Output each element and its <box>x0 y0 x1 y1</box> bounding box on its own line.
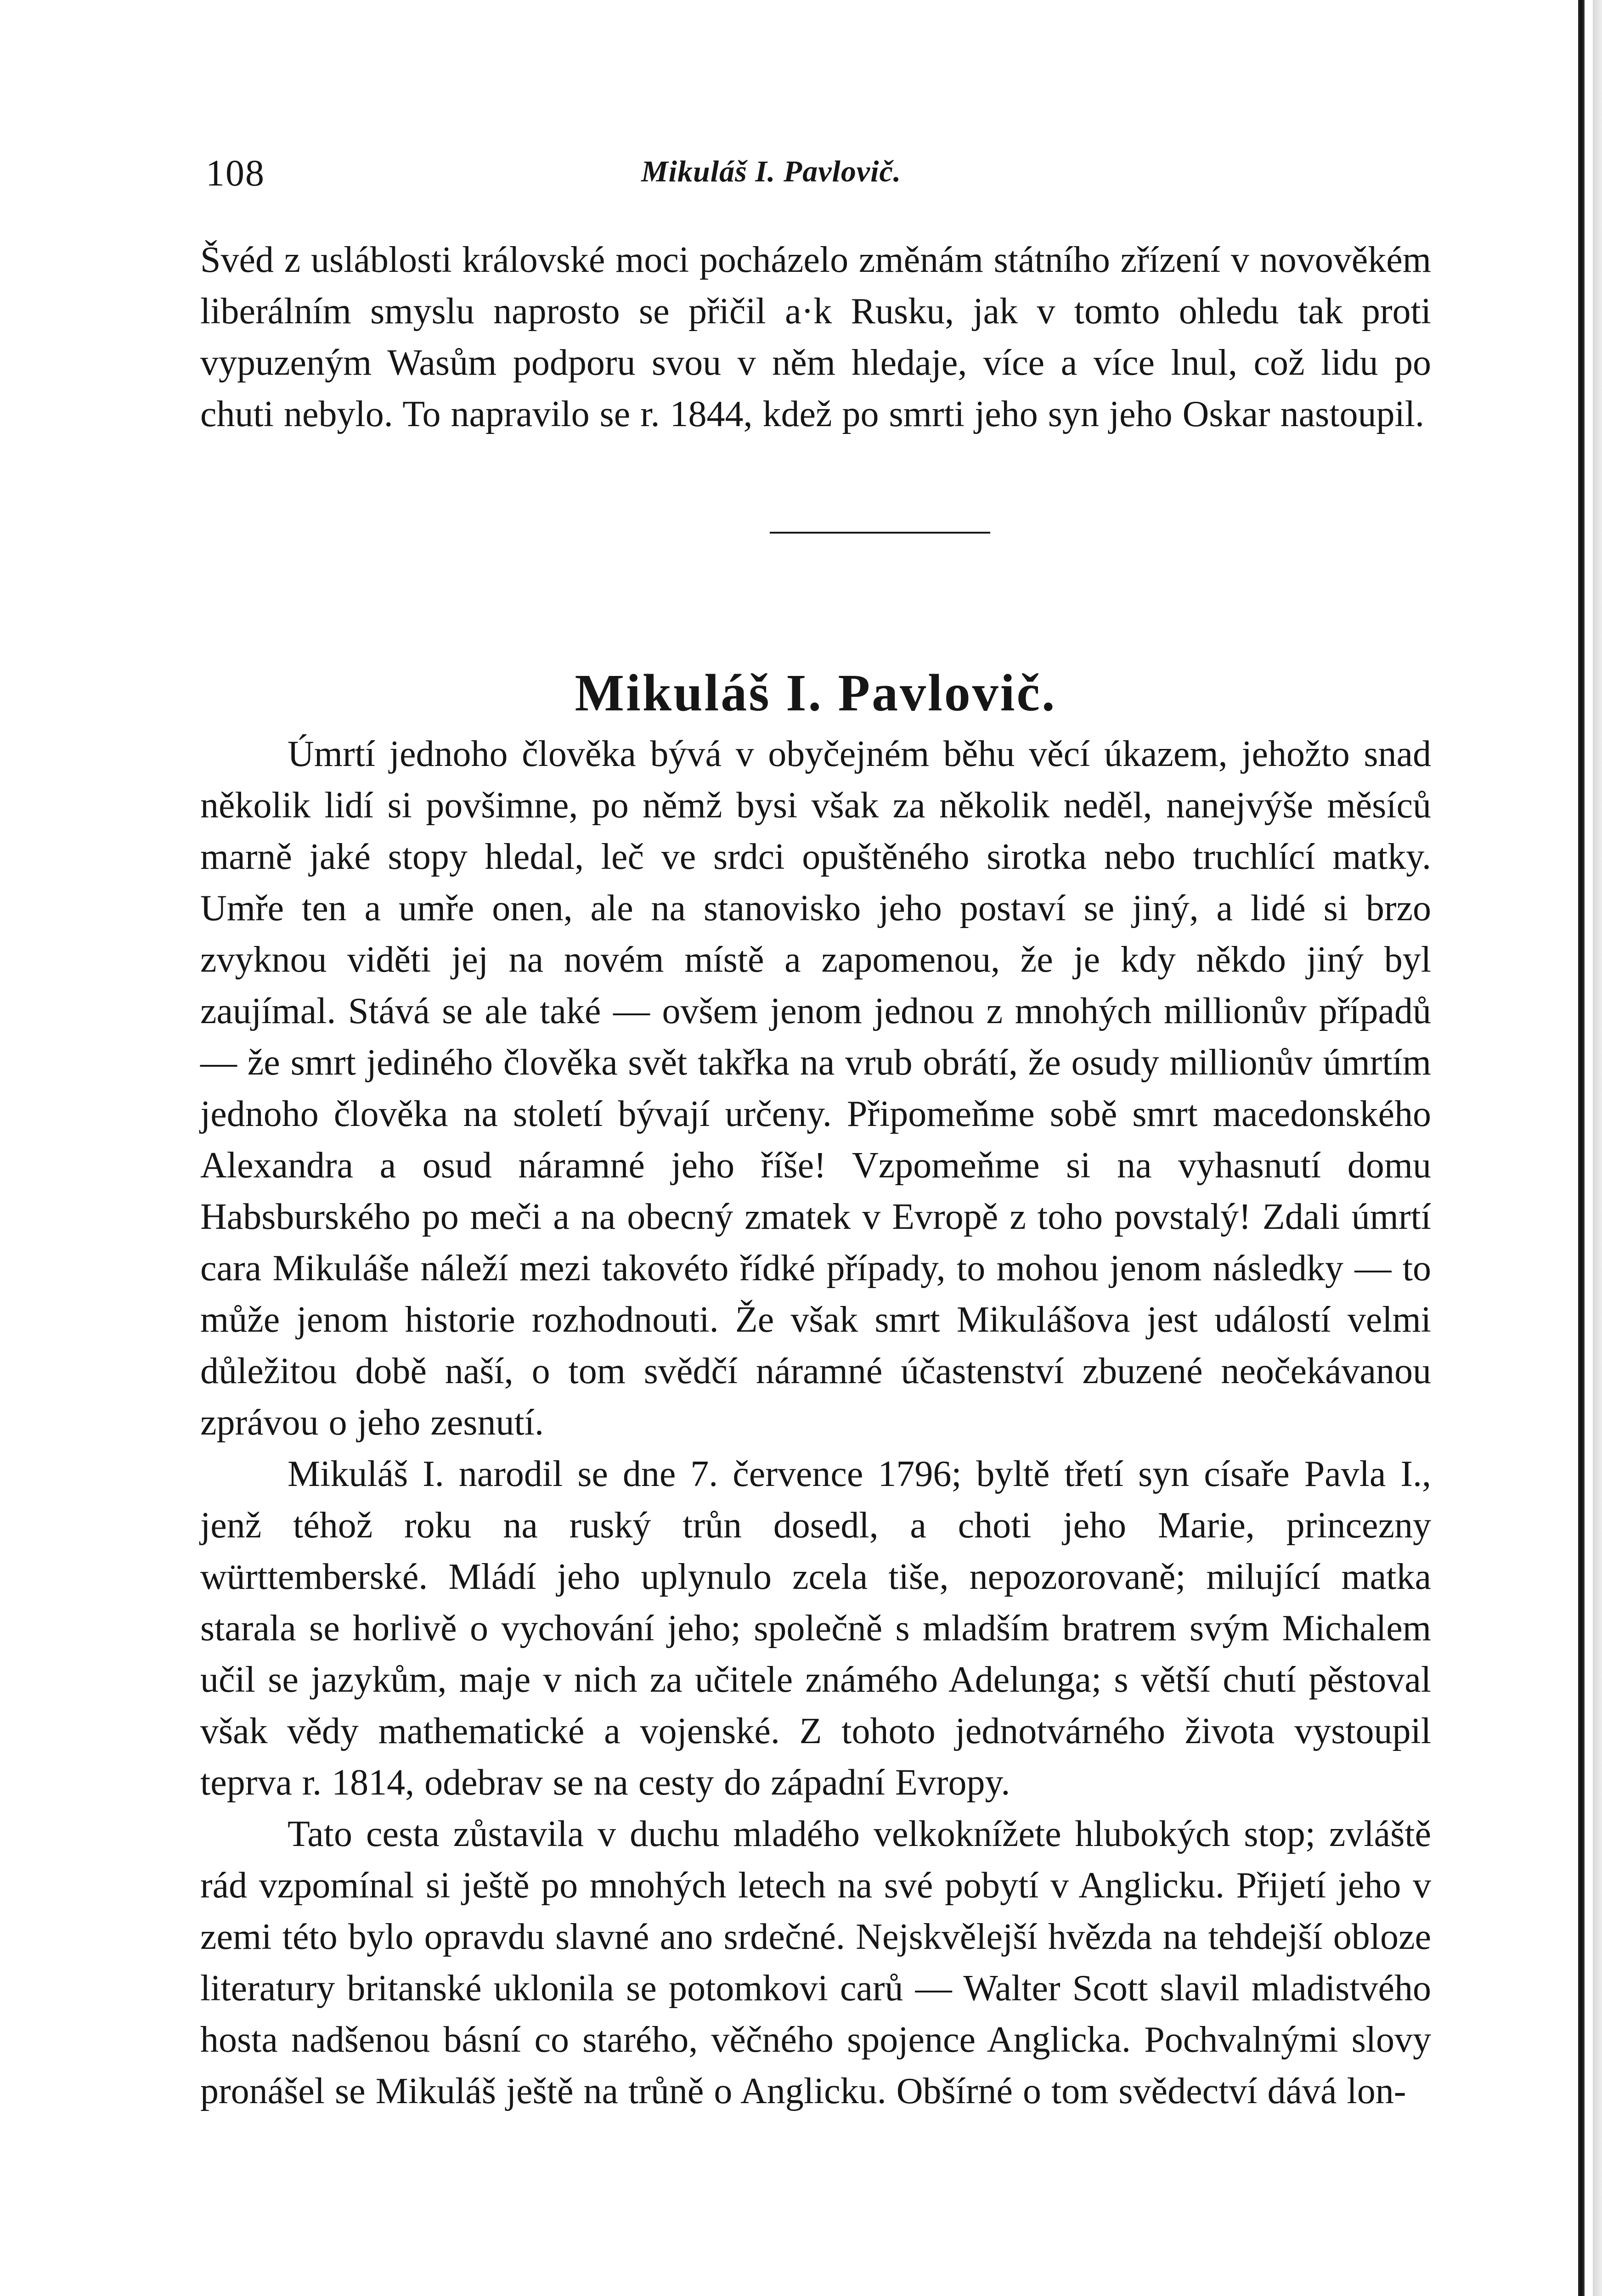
scan-edge-binding-line <box>1578 0 1585 2296</box>
chapter-paragraph-1: Úmrtí jednoho člověka bývá v obyčejném běhu věcí úkazem, jehožto snad několik lidí si povšimne, po němž bysi však za několik neděl, nanejvýše měsíců marně jaké stopy hledal, leč ve srdci opuštěného sirotka nebo truchlící matky. Umře ten a umře onen, ale na stanovisko jeho postaví se jiný, a lidé si brzo zvyknou viděti jej na novém místě a zapomenou, že je kdy někdo jiný byl zaujímal. Stává se ale také — ovšem jenom jednou z mnohých millionův případů — že smrt jediného člověka svět takřka na vrub obrátí, že osudy millionův úmrtím jednoho člověka na století bývají určeny. Připomeňme sobě smrt macedonského Alexandra a osud náramné jeho říše! Vzpomeňme si na vyhasnutí domu Habsburského po meči a na obecný zmatek v Evropě z toho povstalý! Zdali úmrtí cara Mikuláše náleží mezi takovéto řídké případy, to mohou jenom následky — to může jenom historie rozhodnouti. Že však smrt Mikulášova jest událostí velmi důležitou době naší, o tom svědčí náramné účastenství zbuzené neočekávanou zprávou o jeho zesnutí. <box>200 734 1431 1443</box>
chapter-body <box>200 728 1431 2117</box>
scan-page-edge <box>1551 0 1602 2296</box>
running-title: Mikuláš I. Pavlovič. <box>641 155 902 188</box>
intro-paragraph: Švéd z usláblosti královské moci pocházelo změnám státního zřízení v novověkém liberálním smyslu naprosto se přičil a·k Rusku, jak v tomto ohledu tak proti vypuzeným Wasům podporu svou v něm hledaje, více a více lnul, což lidu po chuti nebylo. To napravilo se r. 1844, kdež po smrti jeho syn jeho Oskar nastoupil. <box>200 240 1431 434</box>
chapter-paragraph-3: Tato cesta zůstavila v duchu mladého velkoknížete hlubokých stop; zvláště rád vzpomínal si ještě po mnohých letech na své pobytí v Anglicku. Přijetí jeho v zemi této bylo opravdu slavné ano srdečné. Nejskvělejší hvězda na tehdejší obloze literatury britanské uklonila se potomkovi carů — Walter Scott slavil mladistvého hosta nadšenou básní co starého, věčného spojence Anglicka. Pochvalnými slovy pronášel se Mikuláš ještě na trůně o Anglicku. Obšírné o tom svědectví dává lon- <box>200 1814 1431 2111</box>
chapter-title: Mikuláš I. Pavlovič. <box>575 664 1057 722</box>
chapter-paragraph-2: Mikuláš I. narodil se dne 7. července 1796; byltě třetí syn císaře Pavla I., jenž téhož roku na ruský trůn dosedl, a choti jeho Marie, princezny württemberské. Mládí jeho uplynulo zcela tiše, nepozorovaně; milující matka starala se horlivě o vychování jeho; společně s mladším bratrem svým Michalem učil se jazykům, maje v nich za učitele známého Adelunga; s větší chutí pěstoval však vědy mathematické a vojenské. Z tohoto jednotvárného života vystoupil teprva r. 1814, odebrav se na cesty do západní Evropy. <box>200 1454 1431 1803</box>
section-divider <box>770 532 990 534</box>
scan-edge-shadow <box>1593 0 1602 2296</box>
page-number: 108 <box>206 152 265 194</box>
running-head <box>200 138 1431 197</box>
book-page <box>200 138 1431 2117</box>
